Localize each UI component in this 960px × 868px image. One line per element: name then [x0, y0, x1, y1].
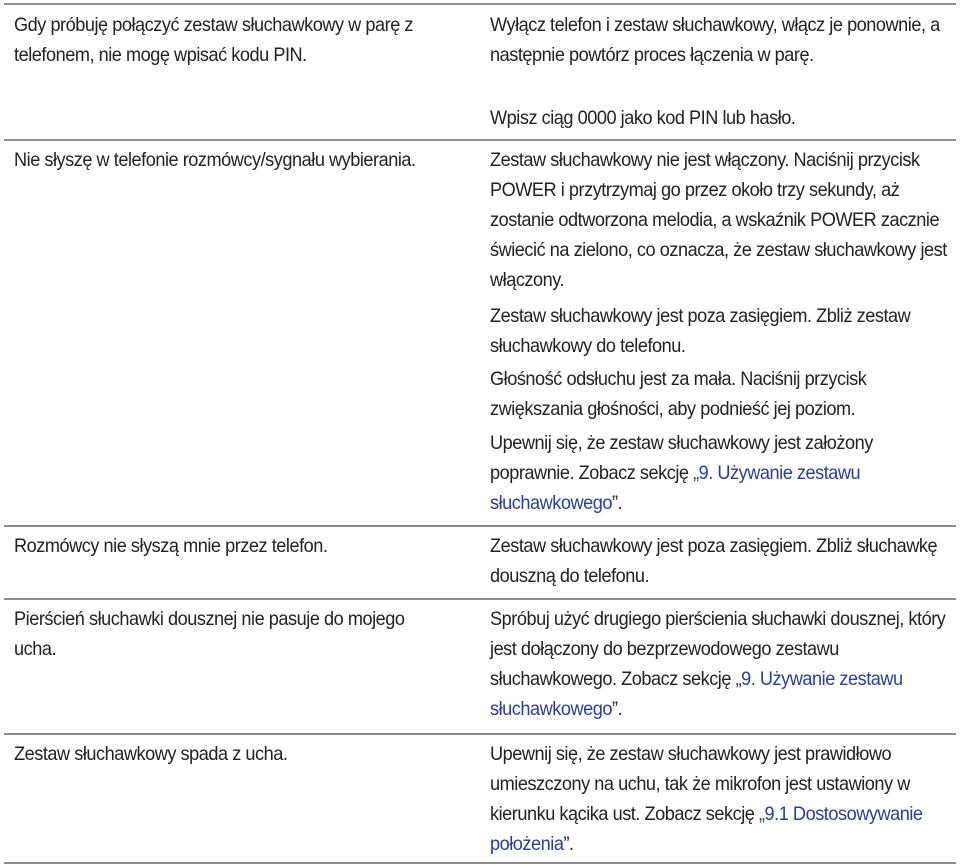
section-link-9-1[interactable]: „9.1 Dostosowywanie położenia — [490, 803, 923, 855]
section-link-9[interactable]: „9. Używanie zestawu słuchawkowego — [490, 462, 861, 514]
table-divider — [4, 733, 956, 735]
section-link-9[interactable]: „9. Używanie zestawu słuchawkowego — [490, 668, 903, 720]
table-divider — [4, 525, 956, 527]
table-divider — [4, 862, 956, 864]
problem-callers-cannot-hear: Rozmówcy nie słyszą mnie przez telefon. — [14, 535, 328, 557]
solution-text: Upewnij się, że zestaw słuchawkowy jest prawidłowo umieszczony na uchu, tak że mikrofon jest ustawiony w kierunku kącika ust. Zobacz sekcję — [490, 743, 910, 825]
solution-restart-devices: Wyłącz telefon i zestaw słuchawkowy, włącz je ponownie, a następnie powtórz proces łączenia w parę. — [490, 14, 940, 66]
solution-volume-low: Głośność odsłuchu jest za mała. Naciśnij przycisk zwiększania głośności, aby podnieść jej poziom. — [490, 368, 867, 420]
solution-wear-correctly — [490, 428, 950, 518]
solution-pin-0000: Wpisz ciąg 0000 jako kod PIN lub hasło. — [490, 107, 796, 129]
table-divider — [4, 598, 956, 600]
solution-text-end: ”. — [611, 492, 623, 514]
solution-power-on: Zestaw słuchawkowy nie jest włączony. Naciśnij przycisk POWER i przytrzymaj go przez około trzy sekundy, aż zostanie odtworzona melodia, a wskaźnik POWER zacznie świecić na zielono, co oznacza, że zestaw słuchawkowy jest włączony. — [490, 149, 947, 291]
solution-text-end: ”. — [611, 698, 623, 720]
table-divider — [4, 139, 956, 141]
problem-ring-fit: Pierścień słuchawki dousznej nie pasuje do mojego ucha. — [14, 608, 405, 660]
table-divider — [4, 3, 956, 5]
problem-pin-code: Gdy próbuję połączyć zestaw słuchawkowy w parę z telefonem, nie mogę wpisać kodu PIN. — [14, 14, 414, 66]
problem-falls-off: Zestaw słuchawkowy spada z ucha. — [14, 743, 288, 765]
solution-other-ring — [490, 604, 950, 724]
solution-text: Upewnij się, że zestaw słuchawkowy jest założony poprawnie. Zobacz sekcję — [490, 432, 873, 484]
solution-out-of-range: Zestaw słuchawkowy jest poza zasięgiem. Zbliż zestaw słuchawkowy do telefonu. — [490, 305, 911, 357]
problem-no-audio: Nie słyszę w telefonie rozmówcy/sygnału wybierania. — [14, 149, 416, 171]
solution-text: Spróbuj użyć drugiego pierścienia słuchawki dousznej, który jest dołączony do bezprzewodowego zestawu słuchawkowego. Zobacz sekcję — [490, 608, 946, 690]
solution-text-end: ”. — [563, 833, 574, 855]
solution-position — [490, 739, 950, 859]
solution-move-closer: Zestaw słuchawkowy jest poza zasięgiem. Zbliż słuchawkę douszną do telefonu. — [490, 535, 938, 587]
